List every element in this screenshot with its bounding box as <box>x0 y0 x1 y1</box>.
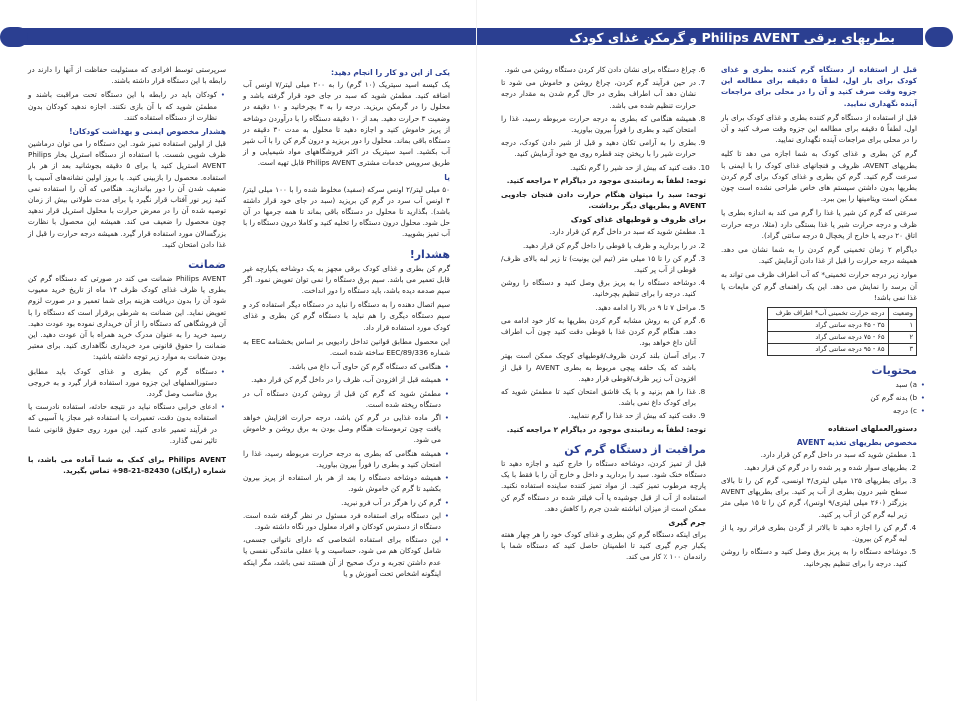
warranty-list <box>28 366 226 446</box>
step-item: 2. بطریهای سوار شده و پر شده را در گرم کن قرار دهید. <box>721 462 907 473</box>
intro-paragraph-1: قبل از استفاده از دستگاه گرم کننده بطری و غذای کودک برای بار اول، لطفاً ۵ دقیقه برای مطالعه این جزوه وقت صرف کنید و آن را در محلی برای مراجعات آینده نگهداری نمایید. <box>721 112 917 145</box>
intro-paragraph-5: موارد زیر درجه حرارت تخمینی* که آب اطراف ظرف می تواند به آن برسد را نمایش می دهد. این یک راهنمای گرم کن مایعات یا غذا نمی باشد! <box>721 270 917 302</box>
safety-title: هشدار مخصوص ایمنی و بهداشت کودکان! <box>69 127 226 137</box>
warranty-item: • دستگاه گرم کن بطری و غذای کودک باید مطابق دستورالعملهای این جزوه مورد استفاده قرار گیرد و به خروجی برق مناسب وصل گردد. <box>28 366 217 400</box>
intro-paragraph-3: سرعتی که گرم کن شیر یا غذا را گرم می کند به اندازه بطری یا ظرف و درجه حرارت شیر یا غذا بستگی دارد (مثلا، درجه حرارت اتاق ۲۰ درجه یا خارج از یخچال ۵ درجه سانتی گراد). <box>721 208 917 240</box>
table-row <box>768 320 917 332</box>
table-header-setting: وضعیت <box>888 308 917 320</box>
table-cell-setting: ۱ <box>888 320 917 332</box>
bottle-steps <box>721 449 917 569</box>
table-cell-setting: ۳ <box>888 344 917 356</box>
warning-item: • همیشه هنگامی که بطری به درجه حرارت مربوطه رسید، غذا را امتحان کنید و بطری را فوراً بیرون بیاورید. <box>243 448 441 470</box>
table-cell-setting: ۲ <box>888 332 917 344</box>
column-2 <box>501 64 706 566</box>
children-list <box>28 89 226 123</box>
contents-item: • a) سبد <box>721 379 917 390</box>
step-item: 6. چراغ دستگاه برای نشان دادن کار کردن دستگاه روشن می شود. <box>501 64 696 75</box>
warming-bottles-title: مخصوص بطریهای تغذیه AVENT <box>796 437 917 447</box>
step-item: 9. بطری را به آرامی تکان دهید و قبل از شیر دادن کودک، درجه حرارت شیر را با ریختن چند قطره روی مچ خود آزمایش کنید. <box>501 137 696 159</box>
warning-item: • همیشه دوشاخه دستگاه را بعد از هر بار استفاده از پریز بیرون بکشید تا گرم کن خاموش شود. <box>243 472 441 494</box>
or-label: یا <box>444 172 450 182</box>
table-header-temp: درجه حرارت تخمینی آب* اطراف ظرف <box>768 308 889 320</box>
warning-item: • گرم کن را هرگز در آب فرو نبرید. <box>243 497 441 508</box>
table-cell-temp: ۶۵ - ۷۵ درجه سانتی گراد <box>768 332 889 344</box>
step-item: 4. دوشاخه دستگاه را به پریز برق وصل کنید و دستگاه را روشن کنید. درجه را برای تنظیم بچرخانید. <box>501 277 696 299</box>
warning-item: • اگر ماده غذایی در گرم کن باشد، درجه حرارت افزایش خواهد یافت چون ترموستات هنگام وصل بودن به برق روشن و خاموش می شود. <box>243 412 441 446</box>
intro-paragraph-4: دیاگرام ۲ زمان تخمینی گرم کردن را به شما نشان می دهد. همیشه درجه حرارت را قبل از غذا دادن آزمایش کنید. <box>721 245 917 266</box>
step-item: 6. گرم کن به روش مشابه گرم کردن بطریها به کار خود ادامه می دهد. هنگام گرم کردن غذا با قوطی دقت کنید چون آب اطراف آنان داغ خواهد بود. <box>501 315 696 349</box>
warranty-item: • ادعای خرابی دستگاه نباید در نتیجه حادثه، استفاده نادرست یا استفاده بدون دقت، تعمیرات یا استفاده غیر مجاز یا آسیبی که در فرآیند تعمیر عادی کنید. این مورد روی حقوق قانونی شما تاثیر نمی گذارد. <box>28 401 217 446</box>
warning-paragraph-1: گرم کن بطری و غذای کودک برقی مجهز به یک دوشاخه یکپارچه غیر قابل تعمیر می باشد. سیم برق دستگاه را نمی توان تعویض نمود. اگر سیم صدمه دیده باشد، باید دستگاه را دور انداخت. <box>243 263 450 296</box>
instructions-title: دستورالعملهای استفاده <box>828 423 917 433</box>
care-title: مراقبت از دستگاه گرم کن <box>564 442 706 456</box>
contents-item: • c) درجه <box>721 405 917 416</box>
descale-title: جرم گیری <box>668 517 706 527</box>
intro-paragraph-2: گرم کن بطری و غذای کودک به شما اجازه می دهد تا کلیه بطریهای AVENT، ظروف و فنجانهای غذای کودک را با ایمنی با سرعت گرم کنید. گرم کن بطری و غذای کودک برای گرم کردن بطریها بدون داشتن سیستم های خاص طراحی نشده است چون ممکن است ویتامینها را بین ببرد. <box>721 149 918 204</box>
care-paragraph: قبل از تمیز کردن، دوشاخه دستگاه را خارج کنید و اجازه دهید تا دستگاه خنک شود. سبد را بردارید و داخل و خارج آن را با فقط با یک پارچه مرطوب تمیز کنید. از مواد تمیز کننده ساینده استفاده نکنید. استفاده از آب از قبل جوشیده یا آب فیلتر شده در دستگاه گرم کن ممکن است از میزان انباشته شدن جرم را کاهش دهد. <box>501 458 706 513</box>
step-item: 2. در را بردارید و ظرف یا قوطی را داخل گرم کن قرار دهید. <box>501 240 696 251</box>
step-item: 10. دقت کنید که بیش از حد شیر را گرم نکنید. <box>501 162 696 173</box>
table-cell-temp: ۳۵ - ۴۵ درجه سانتی گراد <box>768 320 889 332</box>
top-bar-left <box>12 28 476 45</box>
step-item: 9. دقت کنید که بیش از حد غذا را گرم ننمایید. <box>501 410 696 421</box>
temperature-table <box>767 307 917 356</box>
page-tab-right <box>925 27 953 47</box>
page-tab-left <box>0 27 28 47</box>
table-row <box>768 344 917 356</box>
table-header-row <box>768 308 917 320</box>
left-page <box>0 0 476 701</box>
step-item: 1. مطمئن شوید که سبد در داخل گرم کن قرار دارد. <box>501 226 696 237</box>
warning-list <box>243 361 450 579</box>
food-title: برای ظروف و قوطیهای غذای کودک <box>570 215 706 225</box>
step-item: 5. دوشاخه دستگاه را به پریز برق وصل کنید و دستگاه را روشن کنید. درجه را برای تنظیم بچرخانید. <box>721 546 907 568</box>
descale-option-1: یک کیسه اسید سیتریک (۱۰ گرم) را به ۲۰۰ میلی لیتر/۷ اونس آب اضافه کنید. مطمئن شوید که سبد در جای خود قرار گرفته باشد و محلول را در گرمکن بریزید. درجه را به ۳ بچرخانید و ۱۰ دقیقه در وضعیت ۳ حرارت دهید. بعد از ۱۰ دقیقه دستگاه را با درآوردن دوشاخه از پریز خاموش کنید و اجازه دهید تا محلول به مدت ۳۰ دقیقه در دستگاه باقی بماند. محلول را دور بریزید و درون گرم کن را با آب شیر آب بکشید. اسید سیتریک در اکثر فروشگاههای مواد شیمیایی و از طریق سرویس خدمات مشتری Philips AVENT قابل تهیه است. <box>243 80 451 168</box>
step-item: 7. در حین فرآیند گرم کردن، چراغ روشن و خاموش می شود تا نشان دهد آب اطراف بطری در حال گرم شدن به مقدار درجه حرارت تنظیم شده می باشد. <box>501 77 696 111</box>
warning-title: هشدار! <box>409 247 450 261</box>
column-1 <box>721 64 917 571</box>
contact-paragraph: Philips AVENT برای کمک به شما آماده می باشد، با شماره (رایگان) 82430-21-98+ تماس بگیرید. <box>28 455 226 476</box>
warranty-title: ضمانت <box>188 258 226 272</box>
table-cell-temp: ۸۵ - ۹۵ درجه سانتی گراد <box>768 344 889 356</box>
descale-paragraph: برای اینکه دستگاه گرم کن بطری و غذای کودک خود را هر چهار هفته یکبار جرم گیری کنید تا اطمینان حاصل کنید که دستگاه شما با راندمان ۱۰۰ ٪ کار می کند. <box>501 529 706 562</box>
step-item: 1. مطمئن شوید که سبد در داخل گرم کن قرار دارد. <box>721 449 907 460</box>
note-1: توجه: لطفاً به زمانبندی موجود در دیاگرام ۲ مراجعه کنید. <box>506 175 706 185</box>
warning-item: • همیشه قبل از افزودن آب، ظرف را در داخل گرم کن قرار دهید. <box>243 374 441 385</box>
warning-item: • مطمئن شوید که گرم کن قبل از روشن کردن دستگاه آب در دستگاه ریخته شده است. <box>243 388 441 410</box>
note-2: توجه: سبد را میتوان هنگام حرارت دادن فنجان جادویی AVENT و بطریهای دیگر برداشت. <box>501 190 706 211</box>
intro-bold: قبل از استفاده از دستگاه گرم کننده بطری و غذای کودک برای بار اول، لطفاً ۵ دقیقه برای مطالعه این جزوه وقت صرف کنید و آن را در محلی برای مراجعات آینده نگهداری نمایید. <box>721 65 917 108</box>
step-item: 3. گرم کن را تا ۱۵ میلی متر (تیم این یونیت) تا زیر لبه بالای ظرف/قوطی از آب پر کنید. <box>501 253 696 275</box>
table-row <box>768 332 917 344</box>
warning-paragraph-2: سیم اتصال دهنده را به دستگاه را نباید در دستگاه دیگر استفاده کرد و سیم دستگاه دیگری را هم نباید با دستگاه گرم کن بطری و غذای کودک مورد استفاده قرار داد. <box>243 300 450 332</box>
contents-item: • b) بدنه گرم کن <box>721 392 917 403</box>
right-page <box>477 0 953 701</box>
contents-title: محتویات <box>871 364 917 378</box>
descale-option-2: ۵۰ میلی لیتر/۲ اونس سرکه (سفید) مخلوط شده را با ۱۰۰ میلی لیتر/۴ اونس آب سرد در گرم کن بریزید (سبد در جای خود قرار داشته باشد). بگذارید تا محلول در دستگاه باقی بماند تا همه جرمها در آن حل شود. محلول درون دستگاه را تخلیه کنید و کاملا درون دستگاه را با آب تمیز بشویید. <box>242 184 451 239</box>
warning-paragraph-3: این محصول مطابق قوانین تداخل رادیویی بر اساس بخشنامه EEC به شماره 89/336/EEC ساخته شده است. <box>243 336 451 358</box>
safety-paragraph: قبل از اولین استفاده تمیز شود. این دستگاه را می توان درماشین ظرف شویی شست. با استفاده از دستگاه استریل بخار Philips AVENT استریل کنید یا برای ۵ دقیقه بجوشانید بعد از هر بار استفاده. محصول را بازبینی کنید. با بروز اولین نشانه‌های آسیب یا ضعیف شدن آن را دور بیاندازید. هنگامی که آن را استفاده نمی کنید زیر نور آفتاب قرار نگیرد یا برای مدت طولانی بیش از زمان توصیه شده آن را در معرض حرارت با محلول استریل قرار ندهید چون محصول را ضعیف می کند. همیشه این محصول با نظارت بزرگسالان مورد استفاده قرار گیرد. همیشه درجه حرارت را قبل از غذا دادن امتحان کنید. <box>28 139 226 249</box>
warning-item: • این دستگاه برای استفاده فرد مسئول در نظر گرفته شده است. دستگاه از دسترس کودکان و افراد معلول دور نگاه داشته شود. <box>243 510 441 532</box>
contents-list <box>721 379 917 417</box>
descale-subtitle: یکی از این دو کار را انجام دهید: <box>331 68 450 77</box>
step-item: 4. گرم کن را اجازه دهید تا بالاتر از گردن بطری فراتر رود یا از لبه گرم کن بیرون. <box>721 522 907 544</box>
step-item: 8. همیشه هنگامی که بطری به درجه حرارت مربوطه رسید، غذا را امتحان کنید و بطری را فوراً بیرون بیاورید. <box>501 113 696 135</box>
step-item: 7. برای آسان بلند کردن ظروف/قوطیهای کوچک ممکن است بهتر باشد که یک حلقه پیچی مربوط به بطری AVENT را قبل از افزودن آب زیر ظرف/قوطی قرار دهید. <box>501 350 696 384</box>
bottle-steps-continued <box>501 64 706 173</box>
step-item: 5. مراحل ۷ تا ۹ در بالا را ادامه دهید. <box>501 302 696 313</box>
warning-item: • هنگامی که دستگاه گرم کن حاوی آب داغ می باشد. <box>243 361 441 372</box>
children-item: • کودکان باید در رابطه با این دستگاه تحت مراقبت باشند و مطمئن شوید که با آن بازی نکنند. اجازه ندهید کودکان بدون نظارت از دستگاه استفاده کنند. <box>28 89 217 123</box>
column-3 <box>243 64 450 581</box>
step-item: 8. غذا را هم بزنید و با یک قاشق امتحان کنید تا مطمئن شوید که برای کودک داغ نمی باشد. <box>501 386 696 408</box>
warranty-paragraph: Philips AVENT ضمانت می کند در صورتی که دستگاه گرم کن بطری یا ظرف غذای کودک ظرف ۱۴ ماه از تاریخ خرید معیوب شود آن را بدون دریافت هزینه برای شما تعمیر و در صورت لزوم تعویض نماید. این ضمانت به شرطی برقرار است که دستگاه را با آن فروشگاهی که دستگاه را از آن خریداری نموده بود عودت دهید. رسید خرید را به عنوان مدرک خرید همراه با آن عودت دهید. این ضمانت را حقوق قانونی مرد خریداری نگاهداری کنید. برای معتبر بودن ضمانت به موارد زیر توجه داشته باشید: <box>28 274 227 362</box>
supervision-paragraph: سرپرستی توسط افرادی که مسئولیت حفاظت از آنها را دارند در رابطه با این دستگاه قرار داشته باشند. <box>28 65 226 86</box>
page-title: بطریهای برقی Philips AVENT و گرمکن غذای کودک <box>569 30 895 45</box>
food-steps <box>501 226 706 421</box>
note-3: توجه: لطفاً به زمانبندی موجود در دیاگرام ۲ مراجعه کنید. <box>506 424 706 434</box>
column-4 <box>28 64 226 480</box>
step-item: 3. برای بطریهای ۱۲۵ میلی لیتری/۴ اونسی، گرم کن را تا بالای سطح شیر درون بطری از آب پر کنید. برای بطریهای AVENT بزرگتر (۲۶۰ میلی لیتری/۹ اونس)، گرم کن را تا ۱۵ میلی متر زیر لبه گرم کن از آب پر کنید. <box>721 475 907 520</box>
warning-item: • این دستگاه برای استفاده اشخاصی که دارای ناتوانی جسمی، شامل کودکان هم می شود، حساسیت و یا عقلی مانندگی نفسی یا عدم داشتن تجربه و درک صحیح از آن هستند نمی باشد، مگر اینکه اینگونه اشخاص تحت آموزش و یا <box>243 534 441 579</box>
